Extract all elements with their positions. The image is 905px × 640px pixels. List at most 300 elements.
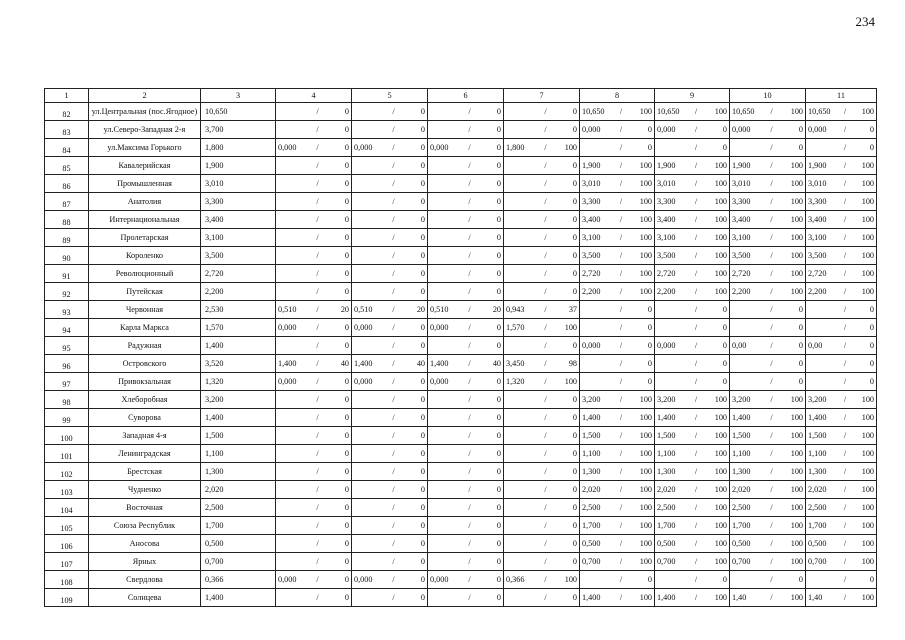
- value-cell: [730, 409, 806, 427]
- value-cell: [730, 355, 806, 373]
- cell-length: 2,020: [808, 485, 827, 494]
- value-cell: [580, 211, 655, 229]
- row-number: 108: [45, 571, 89, 589]
- cell-length: 2,500: [808, 503, 827, 512]
- value-cell: [428, 139, 504, 157]
- value-cell: [352, 157, 428, 175]
- cell-length: 1,300: [657, 467, 676, 476]
- value-cell: [580, 247, 655, 265]
- cell-separator: /: [770, 251, 773, 260]
- cell-percent: 100: [639, 395, 652, 404]
- cell-separator: /: [843, 107, 847, 116]
- cell-percent: 0: [869, 323, 874, 332]
- cell-separator: /: [843, 125, 847, 134]
- cell-length: 0,000: [430, 575, 449, 584]
- cell-percent: 100: [639, 449, 652, 458]
- cell-percent: 0: [344, 431, 349, 440]
- table-row: [45, 517, 877, 535]
- cell-percent: 100: [714, 557, 727, 566]
- row-number: 85: [45, 157, 89, 175]
- cell-separator: /: [316, 341, 319, 350]
- value-cell: [276, 481, 352, 499]
- value-cell: [580, 121, 655, 139]
- value-cell: [580, 157, 655, 175]
- cell-percent: 0: [420, 377, 425, 386]
- cell-percent: 0: [420, 179, 425, 188]
- cell-percent: 0: [869, 575, 874, 584]
- value-cell: [806, 157, 877, 175]
- cell-percent: 0: [496, 395, 501, 404]
- row-number: 88: [45, 211, 89, 229]
- cell-percent: 0: [344, 557, 349, 566]
- cell-percent: 0: [496, 179, 501, 188]
- cell-percent: 100: [639, 269, 652, 278]
- value-cell: [806, 229, 877, 247]
- row-number: 93: [45, 301, 89, 319]
- cell-percent: 0: [496, 575, 501, 584]
- cell-percent: 100: [714, 413, 727, 422]
- value-cell: [806, 499, 877, 517]
- value-cell: [806, 409, 877, 427]
- cell-length: 1,400: [732, 413, 751, 422]
- cell-percent: 100: [861, 107, 874, 116]
- table-row: [45, 283, 877, 301]
- value-cell: [580, 553, 655, 571]
- cell-separator: /: [619, 107, 623, 116]
- value-cell: [504, 265, 580, 283]
- cell-separator: /: [392, 305, 395, 314]
- cell-separator: /: [316, 251, 319, 260]
- value-cell: [428, 391, 504, 409]
- value-cell: [428, 157, 504, 175]
- cell-length: 3,500: [582, 251, 601, 260]
- cell-length: 1,40: [808, 593, 823, 602]
- value-cell: [352, 463, 428, 481]
- length-value: 1,400: [201, 337, 276, 355]
- value-cell: [276, 355, 352, 373]
- value-cell: [580, 499, 655, 517]
- cell-percent: 0: [420, 575, 425, 584]
- cell-percent: 0: [344, 251, 349, 260]
- cell-separator: /: [843, 431, 847, 440]
- cell-separator: /: [468, 521, 471, 530]
- value-cell: [504, 211, 580, 229]
- value-cell: [276, 301, 352, 319]
- cell-separator: /: [694, 143, 698, 152]
- cell-separator: /: [843, 503, 847, 512]
- cell-percent: 100: [861, 521, 874, 530]
- cell-percent: 0: [647, 341, 652, 350]
- cell-percent: 0: [869, 377, 874, 386]
- cell-length: 3,010: [732, 179, 751, 188]
- cell-length: 1,300: [808, 467, 827, 476]
- cell-length: 0,000: [354, 575, 373, 584]
- cell-separator: /: [843, 467, 847, 476]
- cell-percent: 0: [572, 161, 577, 170]
- value-cell: [730, 499, 806, 517]
- cell-separator: /: [392, 395, 395, 404]
- cell-length: 0,000: [430, 377, 449, 386]
- row-number: 106: [45, 535, 89, 553]
- cell-percent: 100: [714, 251, 727, 260]
- cell-length: 0,000: [278, 323, 297, 332]
- value-cell: [730, 283, 806, 301]
- cell-percent: 100: [564, 575, 577, 584]
- cell-percent: 0: [420, 287, 425, 296]
- cell-percent: 100: [861, 161, 874, 170]
- cell-percent: 0: [572, 593, 577, 602]
- value-cell: [428, 517, 504, 535]
- cell-separator: /: [694, 413, 698, 422]
- value-cell: [730, 589, 806, 607]
- cell-percent: 0: [869, 125, 874, 134]
- row-number: 89: [45, 229, 89, 247]
- cell-percent: 0: [572, 287, 577, 296]
- cell-length: 0,000: [354, 143, 373, 152]
- value-cell: [730, 337, 806, 355]
- value-cell: [504, 103, 580, 121]
- value-cell: [806, 265, 877, 283]
- cell-percent: 0: [420, 233, 425, 242]
- cell-separator: /: [316, 377, 319, 386]
- length-value: 1,320: [201, 373, 276, 391]
- value-cell: [428, 247, 504, 265]
- street-name: Кавалерийская: [89, 157, 201, 175]
- length-value: 1,570: [201, 319, 276, 337]
- cell-percent: 100: [790, 467, 803, 476]
- cell-separator: /: [694, 323, 698, 332]
- cell-percent: 0: [572, 107, 577, 116]
- value-cell: [730, 301, 806, 319]
- value-cell: [655, 319, 730, 337]
- cell-percent: 100: [861, 287, 874, 296]
- cell-percent: 100: [714, 521, 727, 530]
- cell-percent: 100: [714, 467, 727, 476]
- cell-separator: /: [619, 377, 623, 386]
- table-row: [45, 409, 877, 427]
- value-cell: [276, 589, 352, 607]
- cell-percent: 0: [572, 179, 577, 188]
- value-cell: [806, 445, 877, 463]
- cell-percent: 0: [572, 233, 577, 242]
- cell-separator: /: [316, 269, 319, 278]
- cell-length: 3,500: [657, 251, 676, 260]
- value-cell: [730, 139, 806, 157]
- value-cell: [504, 319, 580, 337]
- cell-length: 2,200: [732, 287, 751, 296]
- cell-separator: /: [468, 179, 471, 188]
- cell-percent: 0: [869, 341, 874, 350]
- cell-percent: 0: [496, 431, 501, 440]
- table-row: [45, 337, 877, 355]
- cell-separator: /: [316, 593, 319, 602]
- cell-separator: /: [392, 233, 395, 242]
- cell-percent: 0: [647, 575, 652, 584]
- table-row: [45, 499, 877, 517]
- street-name: ул.Центральная (пос.Ягодное): [89, 103, 201, 121]
- cell-separator: /: [544, 359, 547, 368]
- cell-percent: 0: [496, 593, 501, 602]
- cell-length: 0,700: [582, 557, 601, 566]
- cell-percent: 0: [869, 359, 874, 368]
- cell-separator: /: [694, 107, 698, 116]
- street-name: Западная 4-я: [89, 427, 201, 445]
- value-cell: [655, 139, 730, 157]
- row-number: 92: [45, 283, 89, 301]
- cell-percent: 100: [790, 107, 803, 116]
- value-cell: [428, 301, 504, 319]
- cell-separator: /: [544, 377, 547, 386]
- cell-separator: /: [619, 341, 623, 350]
- cell-separator: /: [468, 395, 471, 404]
- cell-percent: 0: [496, 215, 501, 224]
- value-cell: [428, 445, 504, 463]
- cell-percent: 0: [572, 431, 577, 440]
- value-cell: [806, 301, 877, 319]
- cell-separator: /: [694, 485, 698, 494]
- cell-percent: 37: [568, 305, 577, 314]
- value-cell: [352, 445, 428, 463]
- cell-length: 3,450: [506, 359, 525, 368]
- cell-length: 0,510: [278, 305, 297, 314]
- value-cell: [352, 301, 428, 319]
- cell-separator: /: [843, 341, 847, 350]
- value-cell: [655, 193, 730, 211]
- cell-separator: /: [694, 377, 698, 386]
- value-cell: [504, 337, 580, 355]
- cell-separator: /: [316, 215, 319, 224]
- table-row: [45, 301, 877, 319]
- value-cell: [504, 499, 580, 517]
- cell-separator: /: [392, 359, 395, 368]
- value-cell: [276, 193, 352, 211]
- cell-percent: 0: [496, 269, 501, 278]
- cell-separator: /: [544, 449, 547, 458]
- cell-percent: 100: [790, 287, 803, 296]
- cell-length: 0,000: [354, 377, 373, 386]
- cell-percent: 0: [496, 197, 501, 206]
- cell-separator: /: [843, 449, 847, 458]
- column-header: 2: [89, 89, 201, 103]
- cell-percent: 100: [639, 161, 652, 170]
- cell-percent: 0: [496, 377, 501, 386]
- cell-separator: /: [619, 575, 623, 584]
- cell-length: 2,720: [808, 269, 827, 278]
- cell-separator: /: [619, 485, 623, 494]
- cell-separator: /: [770, 377, 773, 386]
- cell-percent: 100: [790, 593, 803, 602]
- cell-length: 0,000: [657, 125, 676, 134]
- value-cell: [504, 463, 580, 481]
- cell-separator: /: [619, 467, 623, 476]
- cell-separator: /: [544, 107, 547, 116]
- value-cell: [655, 229, 730, 247]
- cell-percent: 100: [790, 431, 803, 440]
- cell-separator: /: [316, 449, 319, 458]
- cell-separator: /: [468, 431, 471, 440]
- value-cell: [655, 553, 730, 571]
- table-row: [45, 445, 877, 463]
- cell-percent: 0: [572, 557, 577, 566]
- value-cell: [428, 535, 504, 553]
- cell-separator: /: [392, 287, 395, 296]
- cell-separator: /: [619, 215, 623, 224]
- cell-length: 1,320: [506, 377, 525, 386]
- row-number: 91: [45, 265, 89, 283]
- row-number: 94: [45, 319, 89, 337]
- cell-percent: 40: [416, 359, 425, 368]
- cell-length: 1,100: [732, 449, 751, 458]
- cell-percent: 0: [420, 251, 425, 260]
- column-header: 7: [504, 89, 580, 103]
- cell-percent: 100: [639, 503, 652, 512]
- value-cell: [428, 103, 504, 121]
- cell-percent: 100: [714, 269, 727, 278]
- cell-percent: 0: [344, 323, 349, 332]
- cell-percent: 0: [869, 305, 874, 314]
- cell-percent: 0: [496, 467, 501, 476]
- length-value: 10,650: [201, 103, 276, 121]
- value-cell: [352, 427, 428, 445]
- cell-length: 1,100: [582, 449, 601, 458]
- cell-length: 3,300: [657, 197, 676, 206]
- cell-separator: /: [316, 233, 319, 242]
- cell-percent: 100: [861, 449, 874, 458]
- column-header: 10: [730, 89, 806, 103]
- street-name: Хлеборобная: [89, 391, 201, 409]
- street-name: Путейская: [89, 283, 201, 301]
- cell-separator: /: [316, 395, 319, 404]
- value-cell: [276, 175, 352, 193]
- value-cell: [276, 409, 352, 427]
- cell-length: 1,500: [657, 431, 676, 440]
- cell-length: 1,300: [732, 467, 751, 476]
- cell-percent: 0: [344, 197, 349, 206]
- value-cell: [580, 229, 655, 247]
- cell-percent: 100: [639, 179, 652, 188]
- cell-separator: /: [316, 557, 319, 566]
- value-cell: [655, 121, 730, 139]
- column-header: 4: [276, 89, 352, 103]
- value-cell: [276, 553, 352, 571]
- value-cell: [580, 463, 655, 481]
- cell-percent: 100: [639, 233, 652, 242]
- street-name: Интернациональная: [89, 211, 201, 229]
- cell-separator: /: [544, 269, 547, 278]
- cell-percent: 0: [722, 143, 727, 152]
- value-cell: [428, 427, 504, 445]
- table-body: [45, 89, 877, 607]
- cell-percent: 0: [496, 503, 501, 512]
- cell-separator: /: [544, 251, 547, 260]
- cell-percent: 0: [572, 215, 577, 224]
- cell-separator: /: [770, 539, 773, 548]
- cell-percent: 0: [572, 413, 577, 422]
- cell-percent: 0: [420, 269, 425, 278]
- value-cell: [730, 481, 806, 499]
- cell-percent: 100: [790, 521, 803, 530]
- cell-length: 0,500: [732, 539, 751, 548]
- cell-separator: /: [392, 449, 395, 458]
- cell-separator: /: [468, 269, 471, 278]
- value-cell: [504, 391, 580, 409]
- value-cell: [730, 427, 806, 445]
- cell-separator: /: [843, 179, 847, 188]
- cell-length: 3,100: [582, 233, 601, 242]
- cell-separator: /: [694, 125, 698, 134]
- value-cell: [276, 517, 352, 535]
- cell-percent: 0: [420, 197, 425, 206]
- cell-percent: 0: [344, 125, 349, 134]
- value-cell: [730, 157, 806, 175]
- cell-percent: 100: [861, 233, 874, 242]
- cell-length: 2,720: [657, 269, 676, 278]
- cell-percent: 100: [639, 485, 652, 494]
- cell-length: 0,000: [732, 125, 751, 134]
- row-number: 102: [45, 463, 89, 481]
- cell-separator: /: [392, 377, 395, 386]
- cell-percent: 0: [572, 521, 577, 530]
- cell-length: 0,700: [732, 557, 751, 566]
- value-cell: [428, 571, 504, 589]
- cell-percent: 100: [714, 503, 727, 512]
- value-cell: [428, 499, 504, 517]
- cell-separator: /: [316, 467, 319, 476]
- street-name: Ленинградская: [89, 445, 201, 463]
- street-name: Островского: [89, 355, 201, 373]
- cell-separator: /: [843, 521, 847, 530]
- cell-separator: /: [544, 287, 547, 296]
- cell-percent: 100: [861, 215, 874, 224]
- cell-separator: /: [468, 341, 471, 350]
- cell-length: 1,400: [657, 413, 676, 422]
- cell-separator: /: [619, 125, 623, 134]
- cell-length: 1,400: [430, 359, 449, 368]
- cell-length: 1,100: [657, 449, 676, 458]
- value-cell: [730, 463, 806, 481]
- table-row: [45, 463, 877, 481]
- cell-separator: /: [770, 557, 773, 566]
- value-cell: [504, 373, 580, 391]
- cell-length: 0,000: [278, 143, 297, 152]
- cell-percent: 100: [861, 485, 874, 494]
- cell-percent: 0: [722, 359, 727, 368]
- cell-percent: 0: [496, 143, 501, 152]
- cell-separator: /: [770, 107, 773, 116]
- cell-percent: 100: [861, 251, 874, 260]
- street-name: Карла Маркса: [89, 319, 201, 337]
- value-cell: [730, 319, 806, 337]
- cell-percent: 0: [572, 251, 577, 260]
- cell-separator: /: [544, 413, 547, 422]
- cell-percent: 100: [639, 431, 652, 440]
- cell-length: 1,300: [582, 467, 601, 476]
- length-value: 3,700: [201, 121, 276, 139]
- cell-length: 3,500: [732, 251, 751, 260]
- cell-separator: /: [770, 269, 773, 278]
- cell-separator: /: [843, 287, 847, 296]
- cell-percent: 0: [798, 377, 803, 386]
- value-cell: [428, 337, 504, 355]
- value-cell: [806, 337, 877, 355]
- value-cell: [806, 121, 877, 139]
- cell-percent: 0: [344, 341, 349, 350]
- value-cell: [580, 373, 655, 391]
- cell-length: 0,000: [278, 377, 297, 386]
- cell-length: 0,000: [582, 125, 601, 134]
- table-row: [45, 157, 877, 175]
- cell-percent: 100: [714, 395, 727, 404]
